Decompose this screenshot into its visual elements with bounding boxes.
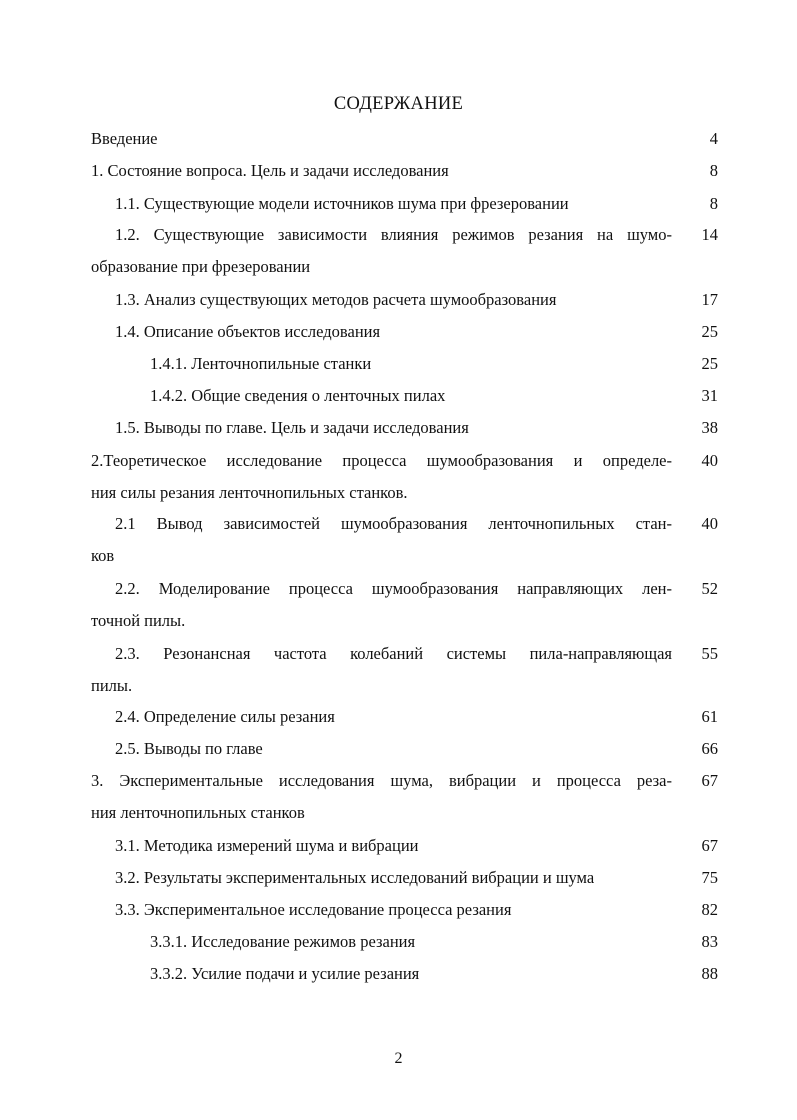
toc-entry-title: Введение xyxy=(91,129,158,148)
toc-entry-page: 66 xyxy=(701,739,718,758)
toc-entry-title: 1.2. Существующие зависимости влияния режимов резания на шумо- xyxy=(115,225,672,244)
toc-entry-page: 67 xyxy=(701,771,718,790)
toc-entry-title: 2.3. Резонансная частота колебаний системы пила-направляющая xyxy=(115,644,672,663)
toc-entry-page: 82 xyxy=(701,900,718,919)
toc-entry[interactable] xyxy=(150,380,445,412)
toc-entry-page: 17 xyxy=(701,290,718,309)
toc-entry[interactable] xyxy=(91,638,672,702)
toc-entry[interactable] xyxy=(150,926,415,958)
toc-entry-title: 1.4.1. Ленточнопильные станки xyxy=(150,354,372,373)
toc-entry-title-cont: пилы. xyxy=(91,676,133,696)
toc-entry-page: 61 xyxy=(701,707,718,726)
toc-entry[interactable] xyxy=(91,508,672,572)
toc-entry-page: 52 xyxy=(701,579,718,598)
toc-entry-title: 1.4.2. Общие сведения о ленточных пилах xyxy=(150,386,446,405)
toc-entry[interactable] xyxy=(91,573,672,637)
toc-entry-title: 1. Состояние вопроса. Цель и задачи исследования xyxy=(91,161,449,180)
toc-entry[interactable] xyxy=(91,155,449,187)
toc-entry-title: 3.1. Методика измерений шума и вибрации xyxy=(115,836,419,855)
toc-entry-page: 83 xyxy=(701,932,718,951)
toc-entry[interactable] xyxy=(115,284,556,316)
toc-entry[interactable] xyxy=(150,958,419,990)
toc-entry-title: 3.3. Экспериментальное исследование процесса резания xyxy=(115,900,512,919)
toc-entry-page: 4 xyxy=(709,129,718,148)
toc-entry-title: 2.Теоретическое исследование процесса шумообразования и определе- xyxy=(91,451,672,470)
toc-entry-title: 2.5. Выводы по главе xyxy=(115,739,263,758)
toc-entry-title: 3.3.1. Исследование режимов резания xyxy=(150,932,416,951)
toc-entry[interactable] xyxy=(150,348,371,380)
toc-entry-page: 88 xyxy=(701,964,718,983)
toc-entry-page: 67 xyxy=(701,836,718,855)
toc-entry-title-cont: точной пилы. xyxy=(91,611,186,631)
toc-entry-page: 25 xyxy=(701,322,718,341)
toc-entry[interactable] xyxy=(91,123,158,155)
toc-entry-title: 1.4. Описание объектов исследования xyxy=(115,322,381,341)
toc-entry-title: 1.3. Анализ существующих методов расчета шумообразования xyxy=(115,290,557,309)
toc-entry[interactable] xyxy=(91,765,672,829)
toc-entry-title-cont: ния силы резания ленточнопильных станков. xyxy=(91,483,408,503)
page-number: 2 xyxy=(394,1050,403,1067)
toc-entry-page: 40 xyxy=(701,451,718,470)
toc-entry-title: 1.5. Выводы по главе. Цель и задачи исследования xyxy=(115,418,469,437)
toc-entry[interactable] xyxy=(115,412,469,444)
toc-entry[interactable] xyxy=(115,316,380,348)
toc-entry[interactable] xyxy=(91,445,672,509)
toc-entry[interactable] xyxy=(115,733,263,765)
toc-entry[interactable] xyxy=(91,219,672,283)
toc-entry-page: 14 xyxy=(701,225,718,244)
toc-entry[interactable] xyxy=(115,894,511,926)
toc-entry-title: 3. Экспериментальные исследования шума, вибрации и процесса реза- xyxy=(91,771,672,790)
toc-entry-page: 38 xyxy=(701,418,718,437)
toc-entry-page: 75 xyxy=(701,868,718,887)
toc-entry[interactable] xyxy=(115,701,335,733)
toc-entry-title: 2.4. Определение силы резания xyxy=(115,707,335,726)
toc-entry-title-cont: образование при фрезеровании xyxy=(91,257,311,277)
toc-entry-title-cont: ков xyxy=(91,546,115,566)
toc-entry-title: 2.1 Вывод зависимостей шумообразования ленточнопильных стан- xyxy=(115,514,672,533)
toc-entry[interactable] xyxy=(115,188,569,220)
toc-entry-title: 2.2. Моделирование процесса шумообразования направляющих лен- xyxy=(115,579,672,598)
toc-entry-page: 25 xyxy=(701,354,718,373)
toc-entry-page: 8 xyxy=(709,194,718,213)
toc-entry-page: 40 xyxy=(701,514,718,533)
toc-entry-title-cont: ния ленточнопильных станков xyxy=(91,803,305,823)
toc-entry-title: 3.2. Результаты экспериментальных исследований вибрации и шума xyxy=(115,868,595,887)
toc-entry-title: 3.3.2. Усилие подачи и усилие резания xyxy=(150,964,420,983)
toc-entry[interactable] xyxy=(115,830,418,862)
toc-entry-page: 8 xyxy=(709,161,718,180)
toc-entry-page: 31 xyxy=(701,386,718,405)
toc-entry-page: 55 xyxy=(701,644,718,663)
toc-entry-title: 1.1. Существующие модели источников шума при фрезеровании xyxy=(115,194,569,213)
toc-entry[interactable] xyxy=(115,862,594,894)
page-title: СОДЕРЖАНИЕ xyxy=(333,94,464,114)
